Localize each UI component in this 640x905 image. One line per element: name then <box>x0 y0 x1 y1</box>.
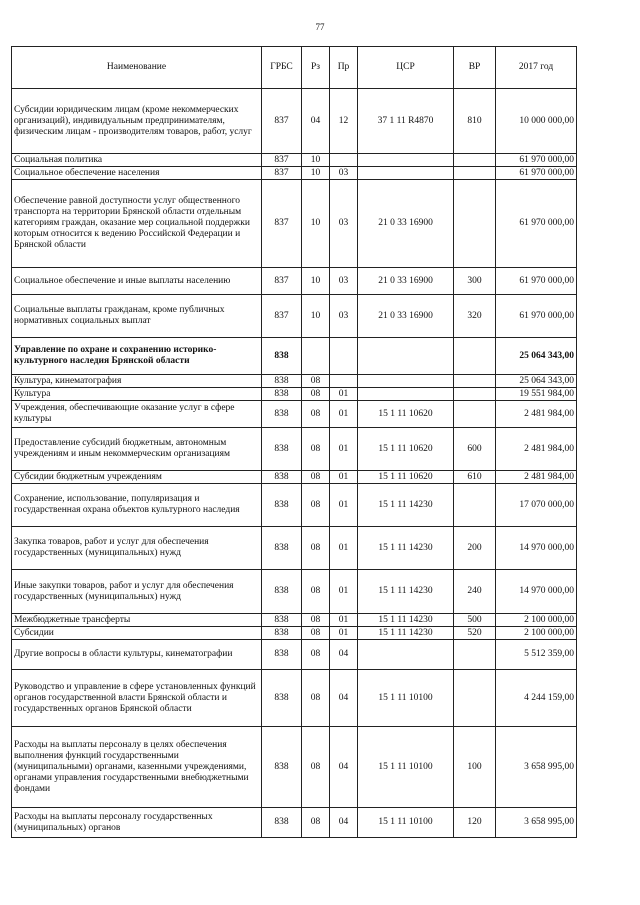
budget-table <box>11 46 577 838</box>
row-amount: 19 551 984,00 <box>496 388 577 401</box>
table-row <box>12 388 577 401</box>
row-grbs: 838 <box>262 484 302 527</box>
row-rz: 08 <box>302 727 330 808</box>
row-rz: 08 <box>302 570 330 614</box>
row-pr: 04 <box>330 727 358 808</box>
row-amount: 25 064 343,00 <box>496 375 577 388</box>
row-csr: 15 1 11 14230 <box>358 570 454 614</box>
row-vr: 600 <box>454 428 496 471</box>
row-name: Иные закупки товаров, работ и услуг для обеспечения государственных (муниципальных) нужд <box>12 570 262 614</box>
table-row <box>12 428 577 471</box>
row-name: Предоставление субсидий бюджетным, автономным учреждениям и иным некоммерческим организациям <box>12 428 262 471</box>
row-name: Обеспечение равной доступности услуг общественного транспорта на территории Брянской области отдельным категориям граждан, оказание мер социальной поддержки которым относится к ведению Российской Федерации и Брянской области <box>12 180 262 268</box>
row-rz: 08 <box>302 471 330 484</box>
row-vr: 500 <box>454 614 496 627</box>
table-row <box>12 268 577 295</box>
row-name: Социальное обеспечение населения <box>12 167 262 180</box>
row-amount: 3 658 995,00 <box>496 808 577 838</box>
row-pr: 04 <box>330 640 358 670</box>
row-grbs: 837 <box>262 154 302 167</box>
row-amount: 2 481 984,00 <box>496 401 577 428</box>
row-csr: 15 1 11 10620 <box>358 428 454 471</box>
row-pr: 01 <box>330 527 358 570</box>
row-csr: 15 1 11 14230 <box>358 527 454 570</box>
row-grbs: 837 <box>262 167 302 180</box>
row-grbs: 838 <box>262 670 302 727</box>
row-vr <box>454 167 496 180</box>
row-csr <box>358 640 454 670</box>
row-pr: 04 <box>330 808 358 838</box>
row-rz: 10 <box>302 180 330 268</box>
row-name: Культура, кинематография <box>12 375 262 388</box>
row-vr <box>454 640 496 670</box>
table-row <box>12 295 577 338</box>
row-name: Культура <box>12 388 262 401</box>
row-vr <box>454 338 496 375</box>
row-amount: 61 970 000,00 <box>496 167 577 180</box>
row-grbs: 838 <box>262 570 302 614</box>
header-row <box>12 47 577 89</box>
row-grbs: 837 <box>262 268 302 295</box>
row-rz: 10 <box>302 154 330 167</box>
row-csr: 15 1 11 14230 <box>358 627 454 640</box>
table-row <box>12 89 577 154</box>
table-row <box>12 375 577 388</box>
row-csr: 21 0 33 16900 <box>358 295 454 338</box>
row-name: Социальные выплаты гражданам, кроме публичных нормативных социальных выплат <box>12 295 262 338</box>
row-amount: 2 481 984,00 <box>496 428 577 471</box>
row-csr <box>358 338 454 375</box>
row-csr <box>358 375 454 388</box>
row-vr <box>454 484 496 527</box>
row-amount: 2 100 000,00 <box>496 627 577 640</box>
row-vr: 100 <box>454 727 496 808</box>
row-csr: 15 1 11 10100 <box>358 727 454 808</box>
row-pr: 01 <box>330 627 358 640</box>
row-vr <box>454 388 496 401</box>
row-pr: 03 <box>330 167 358 180</box>
row-rz: 10 <box>302 295 330 338</box>
row-csr: 15 1 11 10620 <box>358 401 454 428</box>
row-name: Учреждения, обеспечивающие оказание услуг в сфере культуры <box>12 401 262 428</box>
table-row <box>12 167 577 180</box>
row-pr: 04 <box>330 670 358 727</box>
table-row <box>12 401 577 428</box>
row-csr: 15 1 11 10620 <box>358 471 454 484</box>
row-rz: 04 <box>302 89 330 154</box>
table-row <box>12 627 577 640</box>
row-grbs: 838 <box>262 401 302 428</box>
row-csr <box>358 154 454 167</box>
row-amount: 25 064 343,00 <box>496 338 577 375</box>
table-row <box>12 570 577 614</box>
row-vr: 320 <box>454 295 496 338</box>
row-amount: 2 100 000,00 <box>496 614 577 627</box>
row-amount: 61 970 000,00 <box>496 154 577 167</box>
row-rz: 08 <box>302 614 330 627</box>
row-grbs: 838 <box>262 338 302 375</box>
table-row <box>12 154 577 167</box>
row-amount: 17 070 000,00 <box>496 484 577 527</box>
row-grbs: 838 <box>262 428 302 471</box>
row-grbs: 838 <box>262 527 302 570</box>
table-row <box>12 640 577 670</box>
row-rz: 08 <box>302 640 330 670</box>
row-name: Социальная политика <box>12 154 262 167</box>
header-pr: Пр <box>330 47 358 89</box>
header-grbs: ГРБС <box>262 47 302 89</box>
row-name: Субсидии бюджетным учреждениям <box>12 471 262 484</box>
row-grbs: 838 <box>262 727 302 808</box>
row-grbs: 838 <box>262 388 302 401</box>
row-rz: 10 <box>302 268 330 295</box>
row-name: Управление по охране и сохранению историко-культурного наследия Брянской области <box>12 338 262 375</box>
row-csr <box>358 167 454 180</box>
row-vr: 120 <box>454 808 496 838</box>
table-row <box>12 670 577 727</box>
row-amount: 3 658 995,00 <box>496 727 577 808</box>
row-name: Руководство и управление в сфере установленных функций органов государственной власти Брянской области и государственных органов Брянской области <box>12 670 262 727</box>
row-vr: 810 <box>454 89 496 154</box>
row-pr: 01 <box>330 614 358 627</box>
row-rz: 10 <box>302 167 330 180</box>
row-csr: 21 0 33 16900 <box>358 268 454 295</box>
row-grbs: 838 <box>262 614 302 627</box>
header-rz: Рз <box>302 47 330 89</box>
row-rz: 08 <box>302 627 330 640</box>
row-grbs: 837 <box>262 180 302 268</box>
row-pr: 03 <box>330 268 358 295</box>
row-pr: 01 <box>330 570 358 614</box>
table-row <box>12 471 577 484</box>
row-csr: 15 1 11 10100 <box>358 808 454 838</box>
page-number: 77 <box>315 22 325 32</box>
row-name: Другие вопросы в области культуры, кинематографии <box>12 640 262 670</box>
row-pr: 12 <box>330 89 358 154</box>
row-vr <box>454 670 496 727</box>
table-row <box>12 614 577 627</box>
row-grbs: 838 <box>262 471 302 484</box>
row-amount: 4 244 159,00 <box>496 670 577 727</box>
row-rz: 08 <box>302 401 330 428</box>
row-grbs: 838 <box>262 640 302 670</box>
row-pr: 03 <box>330 295 358 338</box>
row-name: Сохранение, использование, популяризация и государственная охрана объектов культурного наследия <box>12 484 262 527</box>
table-row <box>12 180 577 268</box>
header-year: 2017 год <box>496 47 577 89</box>
row-grbs: 838 <box>262 808 302 838</box>
header-vr: ВР <box>454 47 496 89</box>
row-vr <box>454 401 496 428</box>
row-vr: 200 <box>454 527 496 570</box>
row-amount: 61 970 000,00 <box>496 268 577 295</box>
row-name: Расходы на выплаты персоналу государственных (муниципальных) органов <box>12 808 262 838</box>
row-amount: 10 000 000,00 <box>496 89 577 154</box>
table-row <box>12 727 577 808</box>
row-pr: 03 <box>330 180 358 268</box>
header-csr: ЦСР <box>358 47 454 89</box>
header-name: Наименование <box>12 47 262 89</box>
row-name: Субсидии <box>12 627 262 640</box>
row-pr <box>330 338 358 375</box>
row-csr: 21 0 33 16900 <box>358 180 454 268</box>
table-row <box>12 484 577 527</box>
row-vr <box>454 375 496 388</box>
row-vr <box>454 154 496 167</box>
row-name: Расходы на выплаты персоналу в целях обеспечения выполнения функций государственными (муниципальными) органами, казенными учреждениями, органами управления государственными внебюджетными фондами <box>12 727 262 808</box>
row-amount: 5 512 359,00 <box>496 640 577 670</box>
row-rz: 08 <box>302 670 330 727</box>
row-pr: 01 <box>330 388 358 401</box>
row-name: Межбюджетные трансферты <box>12 614 262 627</box>
row-vr: 520 <box>454 627 496 640</box>
row-amount: 61 970 000,00 <box>496 295 577 338</box>
row-rz <box>302 338 330 375</box>
row-rz: 08 <box>302 375 330 388</box>
table-row <box>12 527 577 570</box>
row-name: Социальное обеспечение и иные выплаты населению <box>12 268 262 295</box>
row-csr <box>358 388 454 401</box>
row-grbs: 838 <box>262 627 302 640</box>
table-row <box>12 338 577 375</box>
row-pr: 01 <box>330 428 358 471</box>
row-csr: 15 1 11 14230 <box>358 614 454 627</box>
row-name: Закупка товаров, работ и услуг для обеспечения государственных (муниципальных) нужд <box>12 527 262 570</box>
row-pr: 01 <box>330 401 358 428</box>
row-name: Субсидии юридическим лицам (кроме некоммерческих организаций), индивидуальным предпринимателям, физическим лицам - производителям товаров, работ, услуг <box>12 89 262 154</box>
row-amount: 14 970 000,00 <box>496 570 577 614</box>
table-row <box>12 808 577 838</box>
row-grbs: 838 <box>262 375 302 388</box>
row-vr: 610 <box>454 471 496 484</box>
row-amount: 61 970 000,00 <box>496 180 577 268</box>
row-rz: 08 <box>302 484 330 527</box>
row-rz: 08 <box>302 527 330 570</box>
row-csr: 37 1 11 R4870 <box>358 89 454 154</box>
row-rz: 08 <box>302 428 330 471</box>
row-vr <box>454 180 496 268</box>
row-pr <box>330 375 358 388</box>
row-amount: 14 970 000,00 <box>496 527 577 570</box>
row-rz: 08 <box>302 388 330 401</box>
row-pr <box>330 154 358 167</box>
row-grbs: 837 <box>262 295 302 338</box>
row-csr: 15 1 11 10100 <box>358 670 454 727</box>
row-amount: 2 481 984,00 <box>496 471 577 484</box>
row-grbs: 837 <box>262 89 302 154</box>
row-csr: 15 1 11 14230 <box>358 484 454 527</box>
row-vr: 300 <box>454 268 496 295</box>
row-vr: 240 <box>454 570 496 614</box>
row-pr: 01 <box>330 471 358 484</box>
row-pr: 01 <box>330 484 358 527</box>
row-rz: 08 <box>302 808 330 838</box>
